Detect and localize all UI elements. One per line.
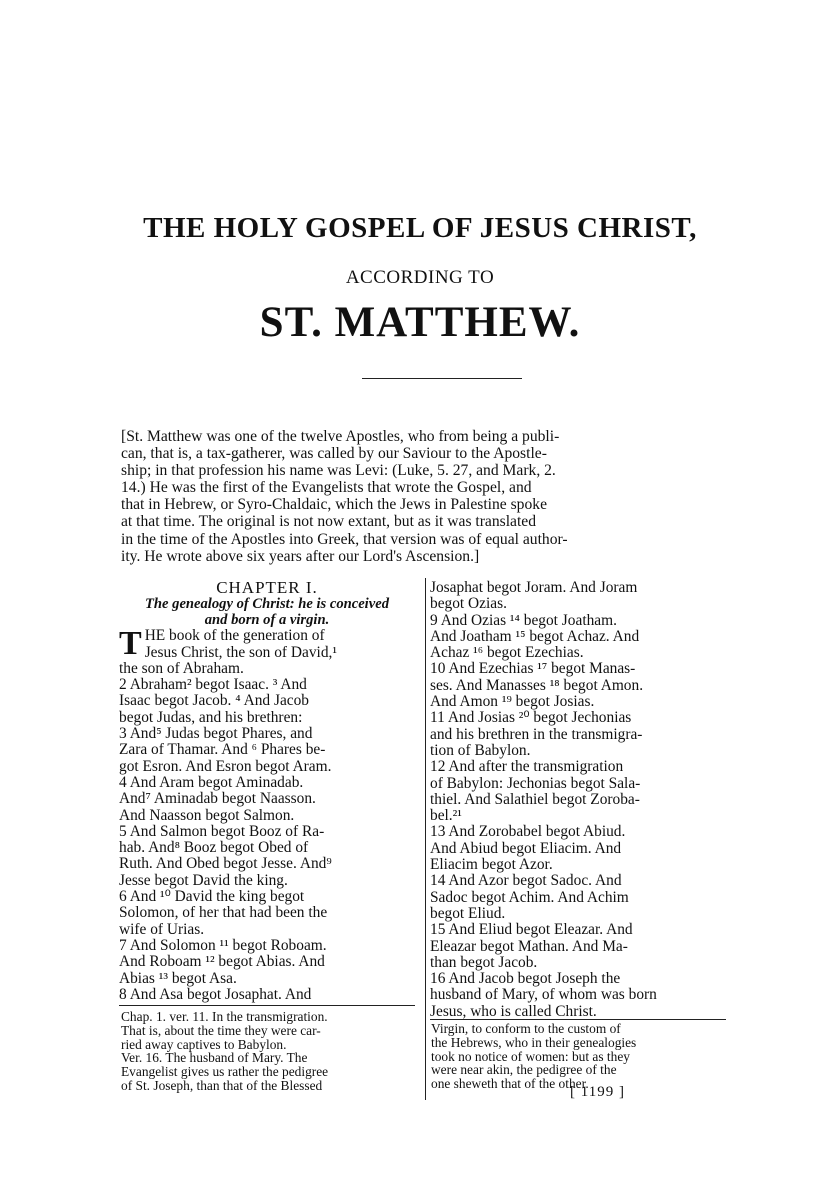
gospel-title: THE HOLY GOSPEL OF JESUS CHRIST, xyxy=(143,212,697,244)
footnote-line: That is, about the time they were car- xyxy=(121,1022,321,1038)
intro-line: at that time. The original is not now extant, but as it was translated xyxy=(121,513,537,531)
verse-line: 6 And ¹⁰ David the king begot xyxy=(119,888,305,906)
intro-line: ship; in that profession his name was Levi: (Luke, 5. 27, and Mark, 2. xyxy=(121,462,556,480)
verse-line: And Amon ¹⁹ begot Josias. xyxy=(430,693,595,711)
intro-line: that in Hebrew, or Syro-Chaldaic, which the Jews in Palestine spoke xyxy=(121,496,547,514)
chapter-heading: CHAPTER I. xyxy=(216,578,318,597)
footnote-line: Ver. 16. The husband of Mary. The xyxy=(121,1050,308,1066)
verse-line: 15 And Eliud begot Eleazar. And xyxy=(430,921,633,939)
verse-line: And Naasson begot Salmon. xyxy=(119,806,295,824)
verse-line: begot Eliud. xyxy=(430,904,506,922)
verse-line: Eliacim begot Azor. xyxy=(430,856,553,874)
footnotes-right xyxy=(431,1022,727,1091)
verse-line: 9 And Ozias ¹⁴ begot Joatham. xyxy=(430,611,617,629)
verse-line: Josaphat begot Joram. And Joram xyxy=(430,579,638,596)
right-column xyxy=(430,580,726,1020)
verse-line: HE book of the generation of xyxy=(144,627,325,645)
verse-line: Solomon, of her that had been the xyxy=(119,904,328,922)
verse-line: 14 And Azor begot Sadoc. And xyxy=(430,872,622,890)
verse-line: And⁷ Aminadab begot Naasson. xyxy=(119,790,316,808)
verse-line: 8 And Asa begot Josaphat. And xyxy=(119,985,312,1003)
verse-line: Abias ¹³ begot Asa. xyxy=(119,969,237,987)
footnote-line: Evangelist gives us rather the pedigree xyxy=(121,1064,329,1080)
verse-line: of Babylon: Jechonias begot Sala- xyxy=(430,774,641,792)
verse-line: 5 And Salmon begot Booz of Ra- xyxy=(119,822,325,840)
verse-line: than begot Jacob. xyxy=(430,953,538,971)
intro-line: 14.) He was the first of the Evangelists that wrote the Gospel, and xyxy=(121,479,532,497)
title-rule xyxy=(362,378,522,379)
chapter-summary-line: The genealogy of Christ: he is conceived xyxy=(144,596,389,613)
verse-line: Jesus Christ, the son of David,¹ xyxy=(144,643,337,661)
verse-line: 12 And after the transmigration xyxy=(430,758,624,776)
verse-line: 16 And Jacob begot Joseph the xyxy=(430,970,621,988)
book-name: ST. MATTHEW. xyxy=(259,299,581,346)
footnote-rule-left xyxy=(119,1005,415,1006)
verse-line: Eleazar begot Mathan. And Ma- xyxy=(430,937,628,955)
verse-line: and his brethren in the transmigra- xyxy=(430,725,643,743)
verse-line: Jesus, who is called Christ. xyxy=(430,1002,597,1020)
verse-line: begot Ozias. xyxy=(430,595,507,613)
verse-line: And Joatham ¹⁵ begot Achaz. And xyxy=(430,627,640,645)
verse-line: Ruth. And Obed begot Jesse. And⁹ xyxy=(119,855,332,873)
verse-line: 3 And⁵ Judas begot Phares, and xyxy=(119,725,313,743)
verse-line: begot Judas, and his brethren: xyxy=(119,708,303,726)
footnote-rule-right xyxy=(430,1019,726,1020)
footnote-line: took no notice of women: but as they xyxy=(431,1048,630,1064)
verse-line: And Roboam ¹² begot Abias. And xyxy=(119,953,325,971)
drop-cap: T xyxy=(119,625,142,663)
verse-line: 7 And Solomon ¹¹ begot Roboam. xyxy=(119,936,327,954)
page-number: [ 1199 ] xyxy=(570,1084,625,1100)
intro-line: in the time of the Apostles into Greek, that version was of equal author- xyxy=(121,530,568,548)
intro-line: [St. Matthew was one of the twelve Apostles, who from being a publi- xyxy=(121,428,560,445)
footnote-line: ried away captives to Babylon. xyxy=(121,1036,287,1052)
verse-line: Jesse begot David the king. xyxy=(119,871,288,889)
verse-line: Zara of Thamar. And ⁶ Phares be- xyxy=(119,741,326,759)
verse-line: ses. And Manasses ¹⁸ begot Amon. xyxy=(430,676,644,694)
column-divider xyxy=(425,578,426,1100)
verse-line: husband of Mary, of whom was born xyxy=(430,986,657,1004)
intro-line: can, that is, a tax-gatherer, was called by our Saviour to the Apostle- xyxy=(121,445,547,463)
verse-line: 11 And Josias ²⁰ begot Jechonias xyxy=(430,709,632,727)
verse-line: 4 And Aram begot Aminadab. xyxy=(119,773,304,791)
verse-line: got Esron. And Esron begot Aram. xyxy=(119,757,332,775)
verse-line: Sadoc begot Achim. And Achim xyxy=(430,888,629,906)
footnote-line: Virgin, to conform to the custom of xyxy=(431,1021,621,1036)
intro-line: ity. He wrote above six years after our Lord's Ascension.] xyxy=(121,547,480,565)
footnote-line: of St. Joseph, than that of the Blessed xyxy=(121,1077,323,1093)
verse-line: tion of Babylon. xyxy=(430,741,531,759)
left-column xyxy=(119,580,415,1003)
verse-line: wife of Urias. xyxy=(119,920,205,938)
verse-line: 2 Abraham² begot Isaac. ³ And xyxy=(119,676,307,694)
verse-line: hab. And⁸ Booz begot Obed of xyxy=(119,839,309,857)
verse-line: thiel. And Salathiel begot Zoroba- xyxy=(430,790,640,808)
footnote-line: one sheweth that of the other. xyxy=(431,1076,589,1092)
intro-paragraph xyxy=(121,428,721,565)
verse-line: bel.²¹ xyxy=(430,807,462,825)
according-to: ACCORDING TO xyxy=(345,267,495,288)
chapter-summary-line: and born of a virgin. xyxy=(204,611,330,628)
verse-line: the son of Abraham. xyxy=(119,659,244,677)
footnote-line: were near akin, the pedigree of the xyxy=(431,1062,617,1078)
verse-line: 13 And Zorobabel begot Abiud. xyxy=(430,823,626,841)
verse-line: Achaz ¹⁶ begot Ezechias. xyxy=(430,644,584,662)
verse-block xyxy=(119,625,415,1003)
footnotes-left xyxy=(121,1010,415,1093)
verse-line: And Abiud begot Eliacim. And xyxy=(430,839,622,857)
verse-line: Isaac begot Jacob. ⁴ And Jacob xyxy=(119,692,309,710)
footnote-line: the Hebrews, who in their genealogies xyxy=(431,1034,637,1050)
verse-line: 10 And Ezechias ¹⁷ begot Manas- xyxy=(430,660,636,678)
footnote-line: Chap. 1. ver. 11. In the transmigration. xyxy=(121,1009,328,1024)
